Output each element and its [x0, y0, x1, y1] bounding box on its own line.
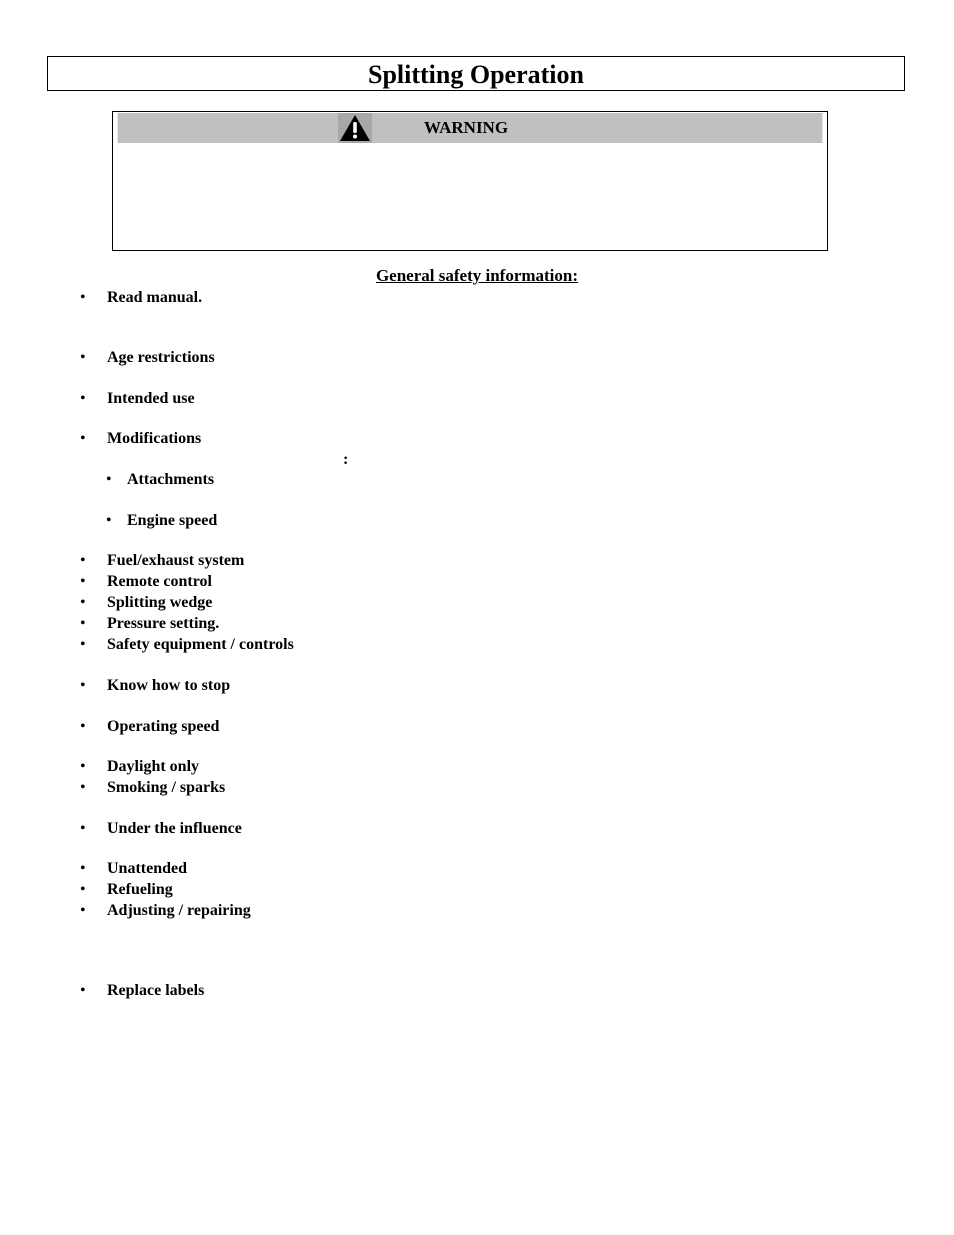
bullet-icon: •	[80, 779, 86, 796]
list-item-label: Remote control	[107, 573, 212, 590]
warning-box	[112, 111, 828, 251]
warning-triangle-icon	[339, 114, 371, 142]
list-item-fuel-exhaust	[80, 551, 245, 571]
list-item-label: Read manual.	[107, 289, 203, 306]
list-item-label: Daylight only	[107, 758, 200, 775]
list-item-intended-use	[80, 389, 195, 409]
list-item-know-how-to-stop	[80, 676, 231, 696]
list-item-label: Refueling	[107, 881, 173, 898]
warning-header-bar	[117, 113, 823, 143]
bullet-icon: •	[80, 758, 86, 775]
bullet-icon: •	[80, 636, 86, 653]
list-item-label: Safety equipment / controls	[107, 636, 294, 653]
bullet-icon: •	[80, 289, 86, 306]
bullet-icon: •	[80, 860, 86, 877]
list-item-age-restrictions	[80, 348, 215, 368]
list-item-label: Engine speed	[127, 512, 218, 529]
list-item-label: Age restrictions	[107, 349, 215, 366]
list-item-label: Know how to stop	[107, 677, 231, 694]
list-item-splitting-wedge	[80, 593, 213, 613]
warning-icon-cell	[338, 113, 372, 143]
bullet-icon: •	[80, 552, 86, 569]
list-item-engine-speed	[106, 511, 218, 531]
list-item-label: Replace labels	[107, 982, 205, 999]
page-title-box	[47, 56, 905, 91]
bullet-icon: •	[80, 594, 86, 611]
list-item-read-manual	[80, 288, 203, 308]
list-item-label: Splitting wedge	[107, 594, 213, 611]
list-item-label: Adjusting / repairing	[107, 902, 251, 919]
bullet-icon: •	[106, 512, 112, 529]
list-item-label: Pressure setting.	[107, 615, 220, 632]
list-item-operating-speed	[80, 717, 220, 737]
bullet-icon: •	[80, 573, 86, 590]
list-item-unattended	[80, 859, 188, 879]
list-item-label: Modifications	[107, 430, 202, 447]
bullet-icon: •	[80, 677, 86, 694]
list-item-under-the-influence	[80, 819, 242, 839]
list-item-label: Under the influence	[107, 820, 242, 837]
list-item-smoking-sparks	[80, 778, 226, 798]
list-item-attachments	[106, 470, 215, 490]
list-item-remote-control	[80, 572, 212, 592]
list-item-adjusting-repairing	[80, 901, 251, 921]
bullet-icon: •	[106, 471, 112, 488]
list-item-daylight-only	[80, 757, 200, 777]
list-item-safety-equipment	[80, 635, 294, 655]
bullet-icon: •	[80, 349, 86, 366]
list-item-label: Unattended	[107, 860, 188, 877]
bullet-icon: •	[80, 390, 86, 407]
bullet-icon: •	[80, 902, 86, 919]
list-item-pressure-setting	[80, 614, 220, 634]
list-item-label: Operating speed	[107, 718, 220, 735]
bullet-icon: •	[80, 430, 86, 447]
list-item-replace-labels	[80, 981, 205, 1001]
page-title: Splitting Operation	[368, 60, 584, 89]
bullet-icon: •	[80, 881, 86, 898]
bullet-icon: •	[80, 615, 86, 632]
bullet-icon: •	[80, 718, 86, 735]
list-item-label: Fuel/exhaust system	[107, 552, 245, 569]
list-item-refueling	[80, 880, 173, 900]
bullet-icon: •	[80, 982, 86, 999]
list-item-label: Intended use	[107, 390, 195, 407]
list-item-label: Smoking / sparks	[107, 779, 226, 796]
list-item-label: Attachments	[127, 471, 215, 488]
colon-mark: :	[343, 451, 349, 468]
bullet-icon: •	[80, 820, 86, 837]
warning-label: WARNING	[424, 118, 509, 137]
general-safety-heading: General safety information:	[375, 266, 579, 285]
list-item-modifications	[80, 429, 202, 449]
